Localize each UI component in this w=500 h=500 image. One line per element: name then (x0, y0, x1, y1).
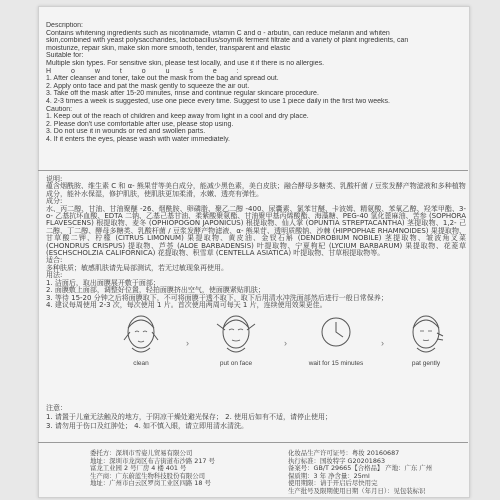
english-line: Contains whitening ingredients such as nicotinamide, vitamin C and α - arbutin, can reduce melanin and whiten (46, 29, 390, 37)
cn-use-step: 1. 洁面后，取出面膜展开敷于面部； (46, 278, 160, 287)
english-line: Multiple skin types. For sensitive skin, please test locally, and use it if there is no allergies. (46, 59, 325, 67)
clock-icon (315, 310, 357, 358)
english-line: Description: (46, 22, 83, 29)
cn-ingredients-text: 水、丙二醇、甘油、甘油聚醚 -26、烟酰胺、卵磷脂、聚乙二醇 -400、尿囊素、氯苯甘醚、卡波姆、精氨酸、苯氧乙醇、羟苯甲酯、3-o- 乙基抗坏血酸、EDTA 二钠、乙基己基甘油、柔紫酸聚氨酯、甘油聚甲基丙烯酸酯、海藻糖、PEG-40 氢化蓖麻油、苦参 (SOPHORA FLAVESCENS) 根提取物、麦冬 (OPHIOPOGON JAPONICUS) 根提取物、仙人掌 (OPUNTIA STREPTACANTHA) 茎提取物、1,2- 己二醇、丁二醇、酵母多糖类、乳酸杆菌 / 豆浆发酵产物滤液、α- 熊果苷、透明质酸钠、沙棘 (HIPPOPHAE RHAMNOIDES) 果提取物、甘草酸二钾、柠檬 (CITRUS LIMONUM) 果提取物、黄皮油、金钗石斛 (DENDROBIUM NOBILE) 茎提取物、皱波角叉菜 (CHONDRUS CRISPUS) 提取物、芦荟 (ALOE BARBADENSIS) 叶提取物、宁夏枸杞 (LYCIUM BARBARUM) 果提取物、花菱草 (ESCHSCHOLZIA CALIFORNICA) 花提取物、积雪草 (CENTELLA ASIATICA) 叶提取物、甘草根提取物等。 (46, 204, 466, 258)
manufacturer-left (90, 450, 270, 488)
clean-face-icon (120, 310, 162, 358)
step-pat-gently-label: pat gently (411, 360, 441, 367)
english-line: Caution: (46, 105, 73, 113)
cn-use-step: 3. 等待 15-20 分钟之后将面膜取下，不可将面膜干透不取下，取下后用清水冲洗面部然后进行一般日常保养； (46, 293, 388, 302)
section-divider (38, 442, 468, 443)
english-line: 2. Please don't use comfortable after use, please stop using. (46, 120, 234, 128)
notes-line: 1. 请置于儿童无法触及的地方，于阴凉干燥处避光保存； 2. 使用后如有不适，请停止使用； (46, 413, 333, 421)
mfr-line: 委托方：深圳市雪姿儿贸易有限公司 (90, 449, 193, 457)
mfr-line: 生产商：广东蔚蓝生物科技股份有限公司 (90, 471, 206, 480)
english-line: 4. If it enters the eyes, please wash with water immediately. (46, 135, 230, 143)
pat-face-icon (405, 310, 447, 358)
usage-steps (46, 310, 466, 400)
arrow-icon: › (284, 338, 287, 348)
step-wait (296, 310, 376, 367)
cn-use-step: 4. 建议每周使用 2-3 次，每次使用 1 片。首次使用两周可每天 1 片，连续使用效果更佳。 (46, 300, 327, 309)
english-line: moisturize, repair skin, make skin more smooth, tender, transparent and elastic (46, 44, 291, 52)
step-put-on-face (196, 310, 276, 367)
english-line: skin,combined with yeast polysaccharides, lactobacillus/soymilk ferment filtrate and a variety of plant ingredients, can (46, 37, 409, 45)
cn-ingr-label: 成分: (46, 197, 63, 206)
english-line: 3. Take off the mask after 15-20 minutes, rinse and continue regular skincare procedure. (46, 90, 319, 98)
notes-label: 注意： (46, 404, 67, 412)
step-clean-label: clean (133, 360, 149, 367)
english-line: 4. 2-3 times a week is suggested, use one piece every time. Suggest to use 1 piece daily in the first two weeks. (46, 97, 390, 105)
cn-desc-label: 说明: (46, 175, 63, 183)
mfr-line: 化妆品生产许可证号：粤妆 20160687 (288, 449, 400, 457)
chinese-description (46, 176, 466, 309)
mfr-line: 地址：深圳市龙岗区布吉街道布沙路 217 号 (90, 456, 215, 465)
mfr-line: 生产批号及限期使用日期（年月日）：见包装标识 (288, 486, 426, 495)
mfr-line: 使用期限：请于开启后尽快用完 (288, 479, 378, 488)
mfr-line: 执行标准：国妆特字 G20201863 (288, 456, 386, 465)
english-line: Suitable for: (46, 52, 84, 60)
step-clean (101, 310, 181, 367)
caution-notes (46, 404, 466, 431)
english-line: H o w t o u s e : (46, 67, 248, 75)
step-pat-gently (386, 310, 466, 367)
notes-line: 3. 请勿用于伤口及红肿处； 4. 如不慎入眼，请立即用清水清洗。 (46, 422, 249, 430)
cn-desc-text: 蕴含烟酰胺、维生素 C 和 α- 熊果苷等美白成分，能减少黑色素，美白皮肤；融合酵母多糖类、乳酸杆菌 / 豆浆发酵产物滤液和多种植物成分，能补水保湿，修护肌肤，使肌肤更加柔滑，水嫩、透亮有弹性。 (46, 182, 466, 198)
mfr-line: 保质期：3 年 净含量：25ml (288, 471, 370, 480)
english-line: 2. Apply onto face and pat the mask gently to squeeze the air out. (46, 82, 250, 90)
cn-use-step: 2. 面膜敷上面部，调整好位置，轻拍面膜挤出空气，使面膜紧贴肌肤； (46, 286, 265, 295)
mask-face-icon (215, 310, 257, 358)
section-divider (38, 170, 468, 171)
step-wait-label: wait for 15 minutes (308, 360, 364, 367)
mfr-line: 备案号：GB/T 29665【合格品】 产地：广东 广州 (288, 464, 433, 473)
mfr-line: 地址：广州市白云区罗岗工业区四路 18 号 (90, 479, 211, 488)
mfr-line: 富龙工业园 2 号厂房 4 楼 401 号 (90, 464, 187, 473)
cn-suit-label: 适合: (46, 256, 63, 265)
english-line: 3. Do not use it in wounds or red and swollen parts. (46, 128, 206, 136)
english-line: 1. After cleanser and toner, take out the mask from the bag and spread out. (46, 75, 279, 83)
arrow-icon: › (381, 338, 384, 348)
cn-use-label: 用法: (46, 271, 63, 280)
cn-suit-text: 多种肤质；敏感肌肤请先局部测试，若无过敏现象再使用。 (46, 263, 228, 272)
english-description (46, 22, 466, 144)
arrow-icon: › (186, 338, 189, 348)
manufacturer-right (288, 450, 448, 496)
english-line: 1. Keep out of the reach of children and keep away from light in a cool and dry place. (46, 113, 309, 121)
step-put-on-face-label: put on face (219, 360, 253, 367)
